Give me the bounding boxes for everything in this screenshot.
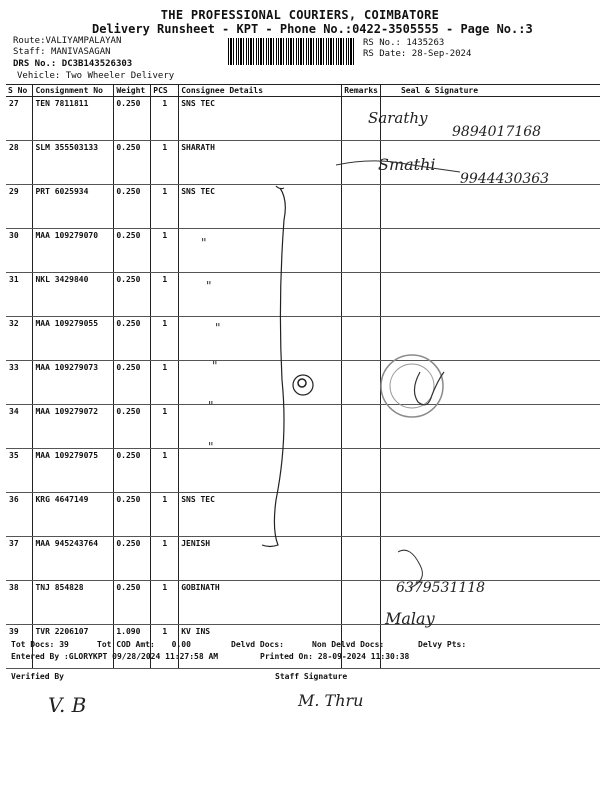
cell-weight: 0.250 [114, 97, 151, 141]
cell-weight: 0.250 [114, 229, 151, 273]
staff-value: MANIVASAGAN [50, 47, 111, 57]
entered-by-label: Entered By : [11, 652, 69, 661]
cell-sno: 31 [6, 273, 33, 317]
cell-consignment-no: MAA 945243764 [33, 537, 114, 581]
ditto-bracket-top [276, 186, 284, 189]
cell-sno: 33 [6, 361, 33, 405]
company-seal-inner [390, 364, 434, 408]
cell-pcs: 1 [151, 581, 179, 625]
cell-sno: 28 [6, 141, 33, 185]
entered-by-line [11, 652, 218, 661]
cell-pcs: 1 [151, 537, 179, 581]
cell-sno: 30 [6, 229, 33, 273]
cell-consignment-no: MAA 109279075 [33, 449, 114, 493]
cell-weight: 0.250 [114, 317, 151, 361]
ditto-row35: " [208, 440, 214, 454]
non-delvd-label: Non Delvd Docs: [312, 640, 385, 649]
cell-sno: 39 [6, 625, 33, 669]
cell-consignee: SNS TEC [179, 493, 342, 537]
cell-pcs: 1 [151, 97, 179, 141]
col-seal-signature: Seal & Signature [380, 85, 600, 97]
ink-circle-mark [293, 375, 313, 395]
cell-consignee: GOBINATH [179, 581, 342, 625]
signature-row39: Malay [385, 609, 435, 628]
cell-consignment-no: MAA 109279073 [33, 361, 114, 405]
runsheet-title: Delivery Runsheet - KPT - Phone No.:0422-3505555 - Page No.:3 [92, 22, 533, 36]
cell-pcs: 1 [151, 141, 179, 185]
cell-sno: 27 [6, 97, 33, 141]
cod-line [97, 640, 191, 649]
rs-no-label: RS No.: [363, 38, 401, 48]
col-pcs: PCS [151, 85, 179, 97]
cell-consignee: SNS TEC [179, 185, 342, 229]
delvy-pts-label: Delvy Pts: [418, 640, 467, 649]
staff-signature-label: Staff Signature [275, 672, 348, 681]
drs-label: DRS No.: [13, 59, 57, 69]
cell-pcs: 1 [151, 273, 179, 317]
route-value: VALIYAMPALAYAN [45, 36, 122, 46]
cell-sno: 38 [6, 581, 33, 625]
cell-pcs: 1 [151, 493, 179, 537]
cell-sno: 37 [6, 537, 33, 581]
ditto-bracket-line [262, 188, 285, 547]
cell-weight: 0.250 [114, 405, 151, 449]
cell-consignment-no: NKL 3429840 [33, 273, 114, 317]
entered-by-value: GLORYKPT 09/28/2024 11:27:58 AM [68, 652, 219, 661]
ditto-row33: " [212, 359, 218, 373]
company-title: THE PROFESSIONAL COURIERS, COIMBATORE [160, 8, 440, 22]
cell-consignment-no: SLM 355503133 [33, 141, 114, 185]
phone-row27: 9894017168 [452, 124, 542, 140]
printed-on-line [260, 652, 409, 661]
cell-consignment-no: MAA 109279070 [33, 229, 114, 273]
verified-by-label: Verified By [11, 672, 64, 681]
tot-cod-value: 0.00 [171, 640, 191, 649]
cell-consignment-no: MAA 109279055 [33, 317, 114, 361]
col-consignee: Consignee Details [179, 85, 342, 97]
cell-consignee: JENISH [179, 537, 342, 581]
cell-consignment-no: TEN 7811811 [33, 97, 114, 141]
tot-docs-value: 39 [59, 640, 69, 649]
ditto-row32: " [215, 321, 221, 335]
staff-signature-ink: M. Thru [298, 691, 364, 710]
cell-pcs: 1 [151, 361, 179, 405]
cell-pcs: 1 [151, 405, 179, 449]
col-sno: S No [6, 85, 33, 97]
cell-pcs: 1 [151, 229, 179, 273]
vehicle-value: Two Wheeler Delivery [65, 71, 175, 81]
rs-date-label: RS Date: [363, 49, 407, 59]
signature-row27: Sarathy [368, 109, 428, 127]
cell-consignee: KV INS [179, 625, 342, 669]
ditto-row31: " [206, 279, 212, 293]
cell-sno: 34 [6, 405, 33, 449]
col-remarks: Remarks [342, 85, 381, 97]
totals-line [11, 640, 69, 649]
cell-consignment-no: TVR 2206107 [33, 625, 114, 669]
rs-no-value: 1435263 [406, 38, 445, 48]
delvd-label: Delvd Docs: [231, 640, 284, 649]
cell-weight: 0.250 [114, 185, 151, 229]
verified-signature: V. B [48, 693, 87, 717]
signature-row28: Smathi [378, 155, 436, 174]
vehicle-label: Vehicle: [17, 71, 61, 81]
cell-consignment-no: TNJ 854828 [33, 581, 114, 625]
cell-consignment-no: PRT 6025934 [33, 185, 114, 229]
cell-consignee: SHARATH [179, 141, 342, 185]
cell-weight: 0.250 [114, 581, 151, 625]
cell-consignment-no: KRG 4647149 [33, 493, 114, 537]
cell-sno: 36 [6, 493, 33, 537]
ink-circle-inner [298, 379, 306, 387]
cell-pcs: 1 [151, 625, 179, 669]
cell-weight: 0.250 [114, 361, 151, 405]
cell-pcs: 1 [151, 317, 179, 361]
route-label: Route: [13, 36, 46, 46]
tot-cod-label: Tot COD Amt: [97, 640, 155, 649]
col-weight: Weight [114, 85, 151, 97]
cell-pcs: 1 [151, 449, 179, 493]
cell-weight: 0.250 [114, 273, 151, 317]
cell-weight: 0.250 [114, 449, 151, 493]
printed-on-value: 28-09-2024 11:30:38 [317, 652, 410, 661]
ditto-row34: " [208, 399, 214, 413]
printed-on-label: Printed On: [260, 652, 313, 661]
phone-row28: 9944430363 [460, 171, 550, 187]
cell-weight: 0.250 [114, 537, 151, 581]
cell-sno: 29 [6, 185, 33, 229]
rs-date-value: 28-Sep-2024 [411, 49, 472, 59]
tot-docs-label: Tot Docs: [11, 640, 55, 649]
cell-sno: 32 [6, 317, 33, 361]
cell-sno: 35 [6, 449, 33, 493]
staff-label: Staff: [13, 47, 46, 57]
phone-row38: 6379531118 [396, 580, 486, 596]
cell-weight: 0.250 [114, 141, 151, 185]
cell-consignee: SNS TEC [179, 97, 342, 141]
drs-value: DC3B143526303 [61, 59, 133, 69]
cell-weight: 0.250 [114, 493, 151, 537]
col-consignment: Consignment No [33, 85, 114, 97]
cell-weight: 1.090 [114, 625, 151, 669]
cell-pcs: 1 [151, 185, 179, 229]
ditto-row30: " [201, 236, 207, 250]
cell-consignment-no: MAA 109279072 [33, 405, 114, 449]
